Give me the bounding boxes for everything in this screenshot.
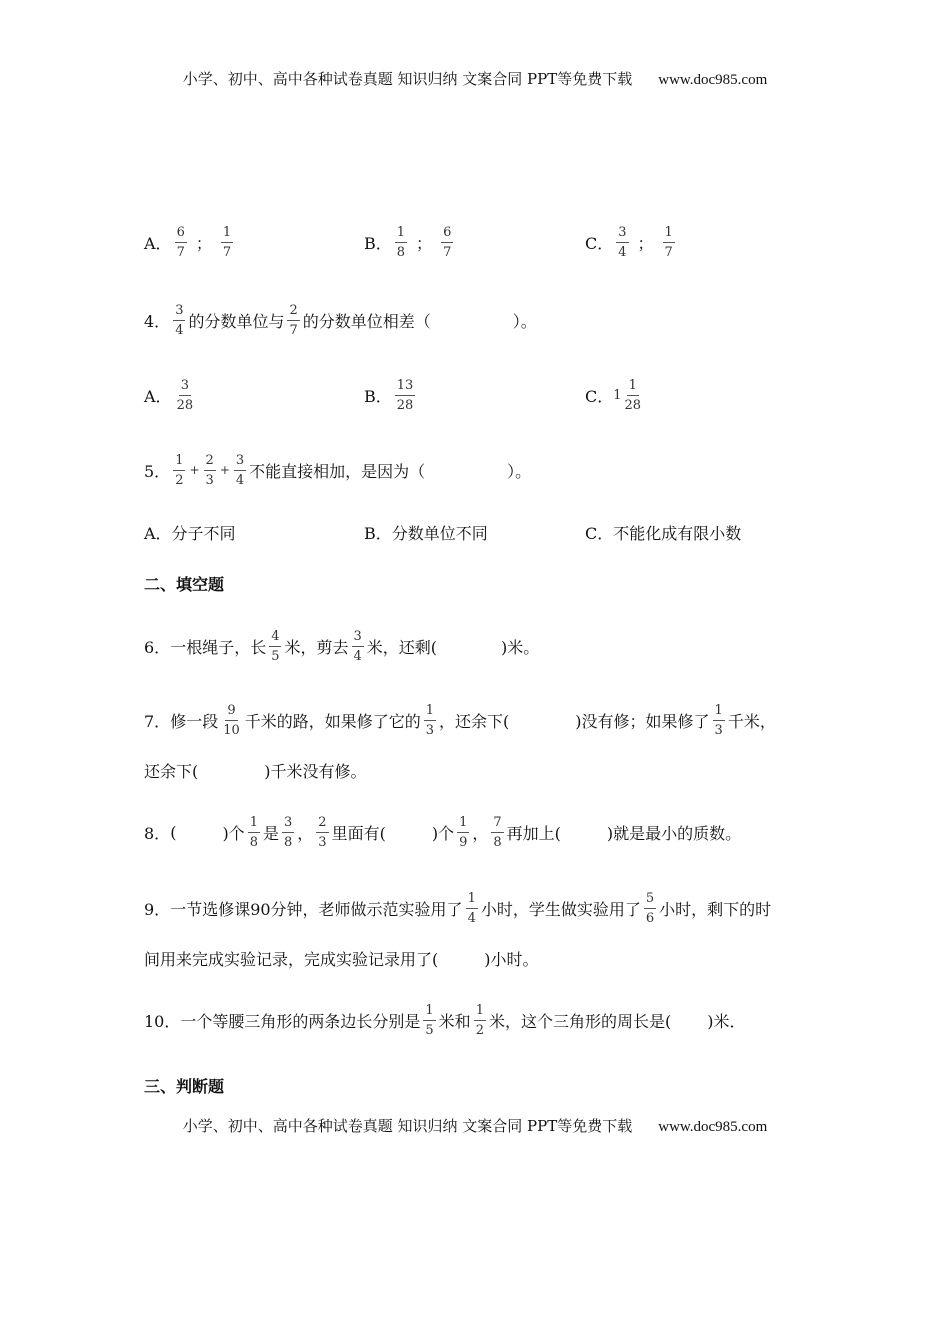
fraction: $\frac{13}{28}$ bbox=[396, 377, 414, 413]
q3-option-b[interactable] bbox=[364, 212, 456, 272]
question-text: )千米没有修。 bbox=[264, 761, 367, 781]
separator: ； bbox=[416, 233, 433, 253]
question-4 bbox=[144, 290, 537, 350]
question-text: )米． bbox=[707, 1011, 746, 1031]
fraction: $\frac{1}{7}$ bbox=[664, 224, 673, 260]
fraction: $\frac{3}{28}$ bbox=[176, 377, 194, 413]
question-text: ）。 bbox=[507, 461, 532, 481]
fraction: $\frac{3}{4}$ bbox=[618, 224, 627, 260]
option-text: B．分数单位不同 bbox=[364, 523, 488, 543]
fraction: $\frac{1}{7}$ bbox=[222, 224, 232, 260]
q3-option-c[interactable] bbox=[585, 212, 678, 272]
question-text: 米，还剩( bbox=[366, 637, 438, 657]
fraction: $\frac{1}{28}$ bbox=[624, 377, 642, 413]
q5-option-b[interactable] bbox=[364, 502, 488, 562]
fraction: $\frac{1}{3}$ bbox=[425, 702, 435, 738]
option-label: A． bbox=[144, 233, 172, 253]
q5-option-a[interactable] bbox=[144, 502, 236, 562]
question-text: 米，剪去 bbox=[284, 637, 349, 657]
question-text: 一节选修课90分钟，老师做示范实验用了 bbox=[170, 899, 463, 919]
plus-sign: + bbox=[189, 463, 200, 477]
question-number: 7． bbox=[144, 711, 171, 731]
page-footer bbox=[0, 1115, 950, 1136]
question-text: 不能直接相加，是因为（ bbox=[249, 461, 426, 481]
fraction: $\frac{3}{4}$ bbox=[353, 628, 362, 664]
header-text: 小学、初中、高中各种试卷真题 知识归纳 文案合同 PPT等免费下载 bbox=[182, 70, 633, 88]
question-text: ( bbox=[170, 822, 177, 842]
question-text: 一根绳子，长 bbox=[170, 637, 267, 657]
fraction: $\frac{6}{7}$ bbox=[443, 224, 452, 260]
question-8 bbox=[144, 802, 741, 862]
footer-text: 小学、初中、高中各种试卷真题 知识归纳 文案合同 PPT等免费下载 bbox=[182, 1117, 633, 1135]
fraction: $\frac{1}{9}$ bbox=[459, 814, 468, 850]
fraction: $\frac{2}{3}$ bbox=[205, 452, 214, 488]
fraction: $\frac{1}{5}$ bbox=[425, 1002, 434, 1038]
fraction: $\frac{1}{8}$ bbox=[249, 814, 258, 850]
fraction: $\frac{1}{4}$ bbox=[467, 890, 476, 926]
question-10 bbox=[144, 990, 745, 1050]
q4-option-a[interactable] bbox=[144, 365, 198, 425]
option-label: B． bbox=[364, 386, 392, 406]
question-text: 一个等腰三角形的两条边长分别是 bbox=[180, 1011, 421, 1031]
question-number: 9． bbox=[144, 899, 171, 919]
fraction: $\frac{4}{5}$ bbox=[271, 628, 280, 664]
option-label: A． bbox=[144, 386, 172, 406]
q4-option-b[interactable] bbox=[364, 365, 418, 425]
separator: ； bbox=[637, 233, 654, 253]
fraction: $\frac{9}{10}$ bbox=[223, 702, 240, 738]
fraction: $\frac{5}{6}$ bbox=[645, 890, 655, 926]
question-text: )没有修；如果修了 bbox=[575, 711, 710, 731]
question-number: 10． bbox=[144, 1011, 181, 1031]
plus-sign: + bbox=[219, 463, 230, 477]
question-text: 千米， bbox=[727, 711, 776, 731]
question-number: 8． bbox=[144, 823, 171, 843]
question-text: )个 bbox=[222, 823, 245, 843]
footer-url[interactable]: www.doc985.com bbox=[658, 1119, 768, 1135]
question-6 bbox=[144, 616, 539, 676]
section-title: 三、判断题 bbox=[144, 1077, 225, 1096]
question-text: 的分数单位与 bbox=[188, 311, 285, 331]
fraction: $\frac{2}{3}$ bbox=[318, 814, 327, 850]
fraction: $\frac{1}{2}$ bbox=[175, 452, 184, 488]
fraction: $\frac{2}{7}$ bbox=[289, 302, 298, 338]
question-text: )就是最小的质数。 bbox=[606, 823, 742, 843]
question-text: 米，这个三角形的周长是( bbox=[488, 1011, 672, 1031]
question-text: ， bbox=[472, 823, 489, 843]
fraction: $\frac{3}{4}$ bbox=[235, 452, 245, 488]
q5-option-c[interactable] bbox=[585, 502, 741, 562]
question-text: ，还余下( bbox=[439, 711, 510, 731]
question-text: 间用来完成实验记录，完成实验记录用了( bbox=[144, 949, 439, 969]
fraction: $\frac{6}{7}$ bbox=[176, 224, 185, 260]
question-text: 还余下( bbox=[144, 761, 199, 781]
question-5 bbox=[144, 440, 531, 500]
question-number: 4． bbox=[144, 311, 171, 331]
option-text: A．分子不同 bbox=[144, 523, 236, 543]
fraction: $\frac{1}{3}$ bbox=[714, 702, 723, 738]
question-text: )个 bbox=[431, 823, 455, 843]
question-text: 小时，剩下的时 bbox=[659, 899, 772, 919]
q3-option-a[interactable] bbox=[144, 212, 236, 272]
q4-option-c[interactable] bbox=[585, 365, 646, 425]
question-text: )小时。 bbox=[484, 949, 539, 969]
whole-number: 1 bbox=[613, 387, 622, 403]
option-label: C． bbox=[585, 386, 614, 406]
question-text: 里面有( bbox=[331, 823, 386, 843]
fraction: $\frac{7}{8}$ bbox=[493, 814, 502, 850]
question-number: 5． bbox=[144, 461, 171, 481]
section-title: 二、填空题 bbox=[144, 575, 225, 594]
page-header bbox=[0, 68, 950, 89]
question-text: ）。 bbox=[512, 311, 537, 331]
question-number: 6． bbox=[144, 637, 171, 657]
question-text: ， bbox=[297, 823, 314, 843]
question-7-continued bbox=[144, 740, 367, 800]
option-text: C．不能化成有限小数 bbox=[585, 523, 742, 543]
option-label: B． bbox=[364, 233, 392, 253]
question-text: 小时，学生做实验用了 bbox=[480, 899, 641, 919]
option-label: C． bbox=[585, 233, 614, 253]
fraction: $\frac{3}{8}$ bbox=[283, 814, 293, 850]
header-url[interactable]: www.doc985.com bbox=[658, 72, 768, 88]
question-9-continued bbox=[144, 928, 539, 988]
question-text: 再加上( bbox=[506, 823, 561, 843]
question-text: 千米的路，如果修了它的 bbox=[244, 711, 421, 731]
question-text: 的分数单位相差（ bbox=[302, 311, 431, 331]
question-text: 是 bbox=[262, 823, 279, 843]
fraction: $\frac{1}{2}$ bbox=[475, 1002, 484, 1038]
separator: ； bbox=[195, 233, 212, 253]
question-text: )米。 bbox=[501, 637, 540, 657]
question-text: 米和 bbox=[438, 1011, 471, 1031]
fraction: $\frac{1}{8}$ bbox=[396, 224, 406, 260]
question-text: 修一段 bbox=[170, 711, 219, 731]
fraction: $\frac{3}{4}$ bbox=[175, 302, 184, 338]
